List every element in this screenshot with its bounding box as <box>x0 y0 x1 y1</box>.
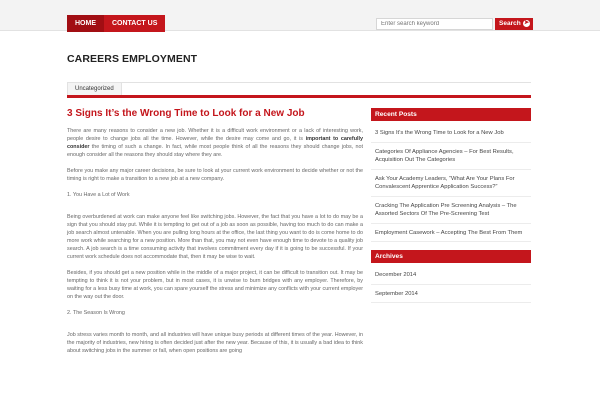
category-bar <box>67 82 531 98</box>
post-subheading: 2. The Season Is Wrong <box>67 310 125 316</box>
post-title[interactable]: 3 Signs It’s the Wrong Time to Look for a New Job <box>67 108 305 119</box>
search-button[interactable] <box>495 18 533 30</box>
post-paragraph: Being overburdened at work can make anyone feel like switching jobs. However, the fact that you have a lot to do may be a sign that you should stay put. While it is tempting to get out of a job as soon as possible, having too much to do can make a job search almost untenable. When you are pulling long hours at the office, the last thing you want to do is come home to do more work while searching for a new position. More than that, you may not even have enough time to devote to a quality job search. A job search is a time consuming activity that involves commitment every day if it is going to be successful. If your current work schedule does not accommodate that, then it may be wise to wait. <box>67 214 363 260</box>
post-paragraph: Besides, if you should get a new position while in the middle of a major project, it can be difficult to transition out. It may be tempting to think it is not your problem, but in most cases, it is unwise to burn bridges with any employer. Therefore, by waiting for a less busy time at work, you can spare yourself the stress and minimize any conflicts with your current employer on the way out the door. <box>67 270 363 300</box>
recent-post-link[interactable]: Cracking The Application Pre Screening Analysis – The Assorted Sectors Of The Pre-Screening Test <box>371 200 531 224</box>
post-subheading: 1. You Have a Lot of Work <box>67 192 130 198</box>
recent-post-link[interactable]: Employment Casework – Accepting The Best From Them <box>371 227 531 243</box>
site-title[interactable]: CAREERS EMPLOYMENT <box>67 53 198 65</box>
bold-phrase: important to carefully consider <box>67 136 363 150</box>
category-link-uncategorized[interactable]: Uncategorized <box>67 83 122 95</box>
post-paragraph: Job stress varies month to month, and all industries will have unique busy periods at different times of the year. However, in the majority of industries, new hiring is often decided just after the new year. Because of this, it is usually a bad idea to think about switching jobs in the summer or fall, when open positions are going <box>67 332 363 354</box>
search-button-label: Search <box>499 20 521 27</box>
recent-posts-widget <box>371 108 531 242</box>
archive-link[interactable]: September 2014 <box>371 288 531 304</box>
post-paragraph: Before you make any major career decisions, be sure to look at your current work environment to decide whether or not the timing is right to make a transition to a new job at a new company. <box>67 168 363 182</box>
search-form <box>376 18 533 30</box>
sidebar <box>371 108 531 311</box>
recent-post-link[interactable]: Ask Your Academy Leaders, “What Are Your Plans For Convalescent Apprentice Application Success?” <box>371 173 531 197</box>
recent-post-link[interactable]: 3 Signs It’s the Wrong Time to Look for a New Job <box>371 127 531 143</box>
archives-title: Archives <box>371 250 531 263</box>
main-nav <box>67 15 165 32</box>
recent-post-link[interactable]: Categories Of Appliance Agencies – For Best Results, Acquisition Out The Categories <box>371 146 531 170</box>
main-content <box>67 108 363 363</box>
archives-widget <box>371 250 531 303</box>
arrow-right-icon: ➤ <box>523 20 530 26</box>
nav-home[interactable]: HOME <box>67 15 104 32</box>
post-paragraph: There are many reasons to consider a new job. Whether it is a difficult work environment or a lack of interesting work, people desire to change jobs all the time. However, while the desire may come and go, it is important to carefully consider the timing of such a change. In fact, while most people think of all the reasons they should change jobs, not enough consider all the reasons they should stay where they are. <box>67 128 363 158</box>
nav-contact-us[interactable]: CONTACT US <box>104 15 165 32</box>
search-input[interactable] <box>376 18 493 30</box>
recent-posts-title: Recent Posts <box>371 108 531 121</box>
archive-link[interactable]: December 2014 <box>371 269 531 285</box>
